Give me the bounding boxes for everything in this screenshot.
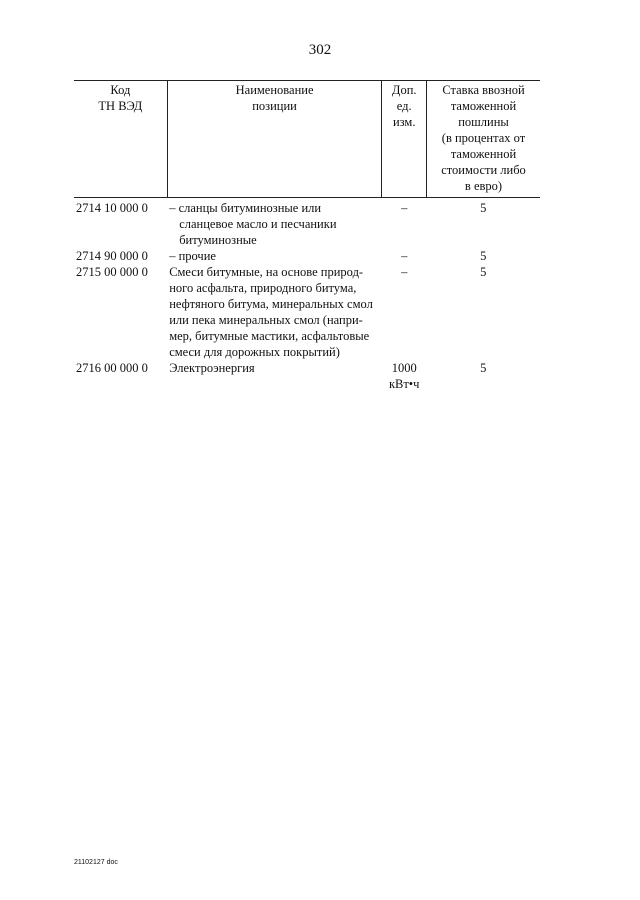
row-code: 2714 90 000 0	[76, 249, 148, 263]
row-name-line: Смеси битумные, на основе природ-	[169, 265, 364, 279]
row-name	[167, 264, 382, 360]
row-name	[167, 198, 382, 249]
header-unit	[382, 81, 427, 198]
row-code: 2716 00 000 0	[76, 361, 148, 375]
row-rate: 5	[480, 265, 487, 279]
header-rate-line: Ставка ввозной	[442, 83, 525, 97]
row-name-line: мер, битумные мастики, асфальтовые	[169, 329, 370, 343]
row-name-line: нефтяного битума, минеральных смол	[169, 297, 373, 311]
header-rate-line: пошлины	[458, 115, 509, 129]
row-name-line: битуминозные	[179, 233, 257, 247]
row-code: 2714 10 000 0	[76, 201, 148, 215]
header-rate-line: таможенной	[450, 99, 517, 113]
row-unit-line: 1000	[391, 361, 417, 375]
table-row	[74, 264, 540, 360]
header-code-line: ТН ВЭД	[98, 99, 143, 113]
row-unit-line: –	[401, 201, 408, 215]
row-name-line: смеси для дорожных покрытий)	[169, 345, 340, 359]
header-unit-line: ед.	[396, 99, 412, 113]
row-rate: 5	[480, 361, 487, 375]
header-code	[74, 81, 167, 198]
row-rate: 5	[480, 201, 487, 215]
header-rate-line: таможенной	[450, 147, 517, 161]
row-name-line: сланцевое масло и песчаники	[179, 217, 337, 231]
footer-filename: 21102127 doc	[74, 859, 118, 866]
table-row	[74, 198, 540, 249]
header-unit-line: изм.	[392, 115, 416, 129]
row-name-line: – сланцы битуминозные или	[169, 201, 322, 215]
table-row	[74, 248, 540, 264]
header-code-line: Код	[110, 83, 131, 97]
row-unit	[382, 264, 427, 360]
row-name-line: ного асфальта, природного битума,	[169, 281, 357, 295]
header-name-line: Наименование	[235, 83, 314, 97]
row-rate: 5	[480, 249, 487, 263]
header-rate-line: (в процентах от	[441, 131, 526, 145]
table-row	[74, 360, 540, 392]
header-name-line: позиции	[252, 99, 297, 113]
row-unit	[382, 360, 427, 392]
header-rate-line: в евро)	[464, 179, 503, 193]
row-unit-line: кВт•ч	[388, 377, 420, 391]
header-rate	[427, 81, 541, 198]
header-row	[74, 81, 540, 198]
row-unit	[382, 198, 427, 249]
row-unit-line: –	[401, 265, 408, 279]
tariff-table	[74, 80, 540, 392]
row-unit-line: –	[401, 249, 408, 263]
header-name	[167, 81, 382, 198]
header-rate-line: стоимости либо	[441, 163, 526, 177]
row-name-line: Электроэнергия	[169, 361, 255, 375]
page-number: 302	[308, 42, 332, 58]
row-code: 2715 00 000 0	[76, 265, 148, 279]
row-unit	[382, 248, 427, 264]
row-name	[167, 360, 382, 392]
row-name	[167, 248, 382, 264]
header-unit-line: Доп.	[391, 83, 417, 97]
row-name-line: – прочие	[169, 249, 216, 263]
row-name-line: или пека минеральных смол (напри-	[169, 313, 363, 327]
